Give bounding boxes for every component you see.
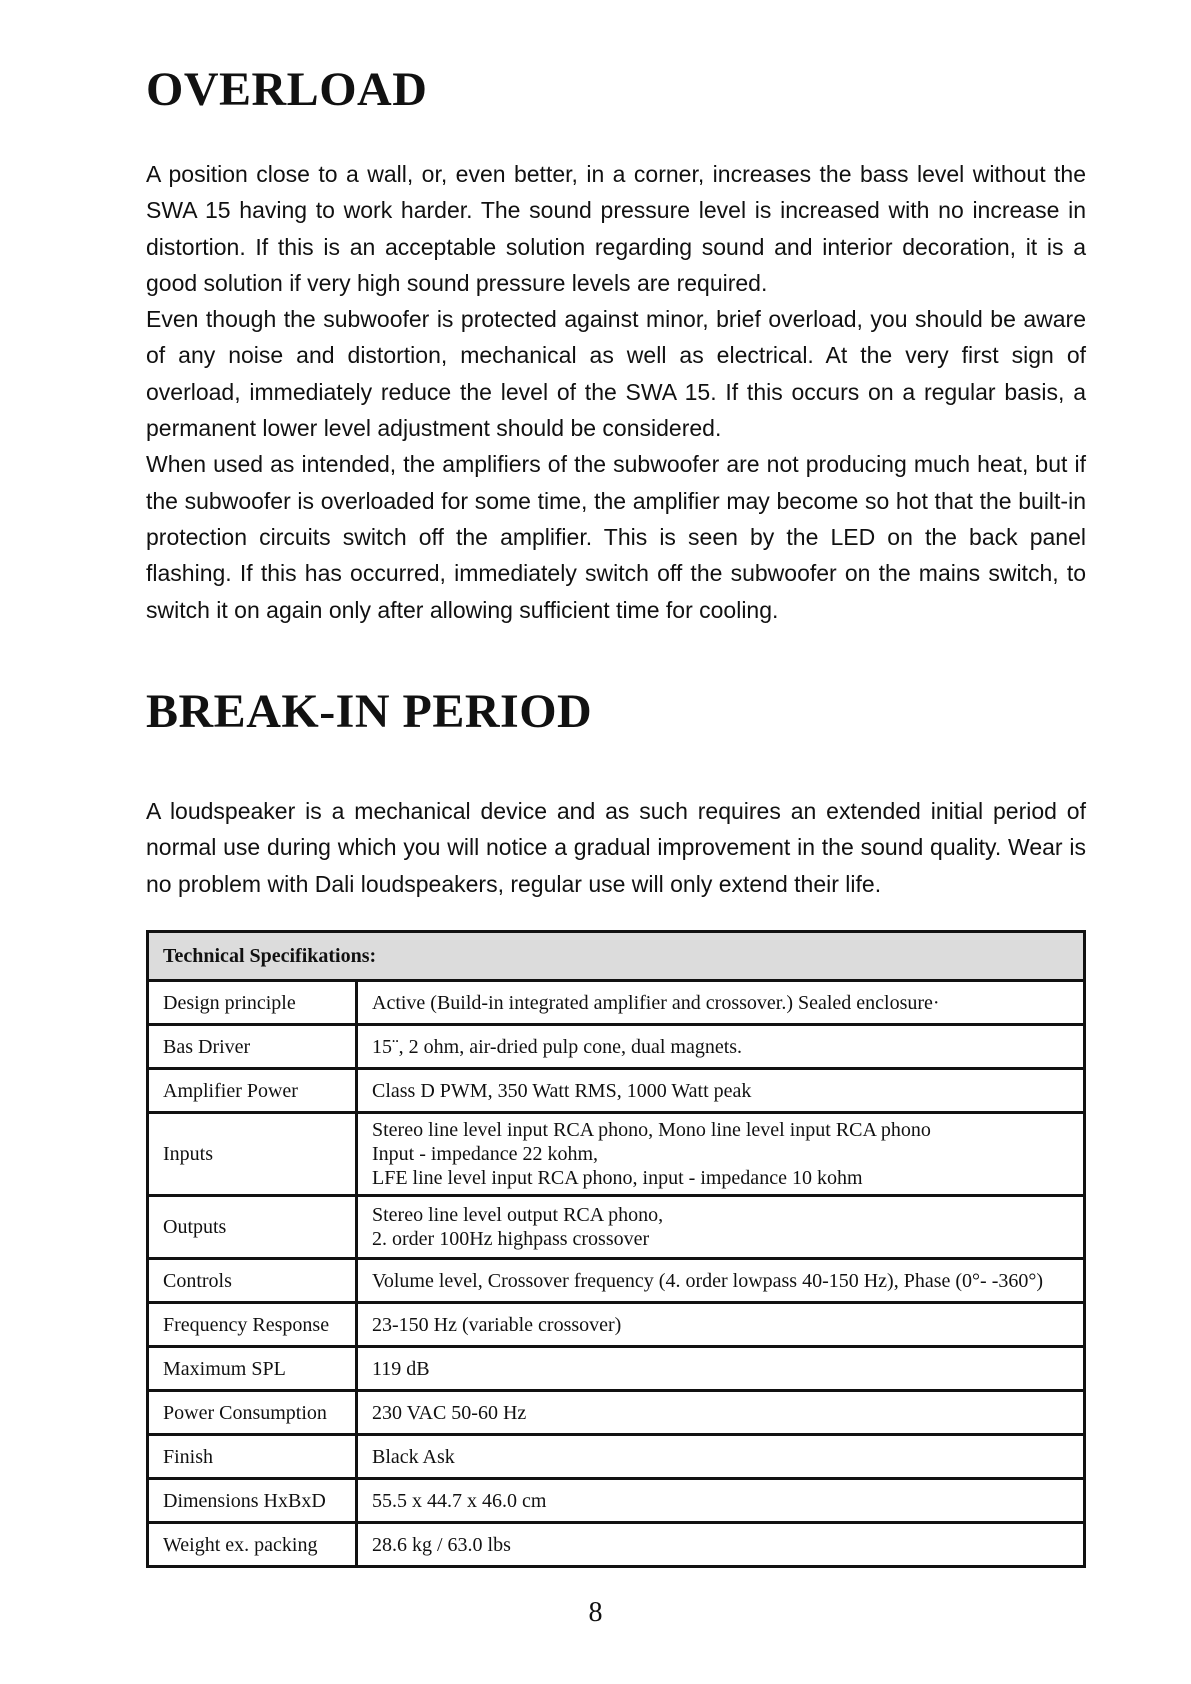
spec-label: Inputs [148, 1113, 357, 1196]
spec-value [357, 1196, 1085, 1259]
spec-label: Controls [148, 1259, 357, 1303]
table-row [148, 1479, 1085, 1523]
spec-value-line: Stereo line level output RCA phono, [372, 1204, 664, 1226]
spec-value-line: Stereo line level input RCA phono, Mono line level input RCA phono [372, 1119, 931, 1141]
table-row [148, 1347, 1085, 1391]
spec-label: Amplifier Power [148, 1069, 357, 1113]
spec-value: Class D PWM, 350 Watt RMS, 1000 Watt peak [357, 1069, 1085, 1113]
spec-label: Power Consumption [148, 1391, 357, 1435]
spec-value: 23-150 Hz (variable crossover) [357, 1303, 1085, 1347]
table-row [148, 1113, 1085, 1196]
section-body-overload [146, 156, 1086, 628]
spec-value: 28.6 kg / 63.0 lbs [357, 1523, 1085, 1567]
spec-value: 230 VAC 50-60 Hz [357, 1391, 1085, 1435]
spec-label: Frequency Response [148, 1303, 357, 1347]
paragraph: When used as intended, the amplifiers of the subwoofer are not producing much heat, but if the subwoofer is overloaded for some time, the amplifier may become so hot that the built-in protection circuits switch off the amplifier. This is seen by the LED on the back panel flashing. If this has occurred, immediately switch off the subwoofer on the mains switch, to switch it on again only after allowing sufficient time for cooling. [146, 451, 1086, 623]
table-row [148, 1435, 1085, 1479]
spec-label: Finish [148, 1435, 357, 1479]
spec-value-line: 2. order 100Hz highpass crossover [372, 1228, 650, 1250]
spec-label: Maximum SPL [148, 1347, 357, 1391]
spec-value: 15¨, 2 ohm, air-dried pulp cone, dual magnets. [357, 1025, 1085, 1069]
spec-value: Volume level, Crossover frequency (4. order lowpass 40-150 Hz), Phase (0°- -360°) [357, 1259, 1085, 1303]
table-row [148, 981, 1085, 1025]
spec-value: 55.5 x 44.7 x 46.0 cm [357, 1479, 1085, 1523]
paragraph: A position close to a wall, or, even better, in a corner, increases the bass level without the SWA 15 having to work harder. The sound pressure level is increased with no increase in distortion. If this is an acceptable solution regarding sound and interior decoration, it is a good solution if very high sound pressure levels are required. [146, 161, 1086, 296]
table-row [148, 1069, 1085, 1113]
spec-label: Dimensions HxBxD [148, 1479, 357, 1523]
spec-value-line: LFE line level input RCA phono, input - impedance 10 kohm [372, 1167, 863, 1189]
table-row [148, 1196, 1085, 1259]
spec-label: Outputs [148, 1196, 357, 1259]
section-title-overload: OVERLOAD [146, 63, 428, 116]
page-number: 8 [588, 1597, 603, 1628]
spec-table [146, 930, 1086, 1568]
table-row [148, 1025, 1085, 1069]
spec-label: Weight ex. packing [148, 1523, 357, 1567]
table-row [148, 1523, 1085, 1567]
table-row [148, 1303, 1085, 1347]
table-row [148, 1391, 1085, 1435]
spec-label: Design principle [148, 981, 357, 1025]
section-body-break-in [146, 793, 1086, 902]
spec-table-header: Technical Specifikations: [148, 932, 1085, 981]
spec-value: Black Ask [357, 1435, 1085, 1479]
spec-value: Active (Build-in integrated amplifier and crossover.) Sealed enclosure· [357, 981, 1085, 1025]
table-row [148, 1259, 1085, 1303]
section-title-break-in: BREAK-IN PERIOD [146, 685, 593, 738]
spec-table-header-row [148, 932, 1085, 981]
spec-value [357, 1113, 1085, 1196]
spec-label: Bas Driver [148, 1025, 357, 1069]
spec-value: 119 dB [357, 1347, 1085, 1391]
paragraph: Even though the subwoofer is protected against minor, brief overload, you should be aware of any noise and distortion, mechanical as well as electrical. At the very first sign of overload, immediately reduce the level of the SWA 15. If this occurs on a regular basis, a permanent lower level adjustment should be considered. [146, 306, 1086, 442]
paragraph: A loudspeaker is a mechanical device and as such requires an extended initial period of normal use during which you will notice a gradual improvement in the sound quality. Wear is no problem with Dali loudspeakers, regular use will only extend their life. [146, 798, 1086, 897]
spec-value-line: Input - impedance 22 kohm, [372, 1143, 599, 1165]
